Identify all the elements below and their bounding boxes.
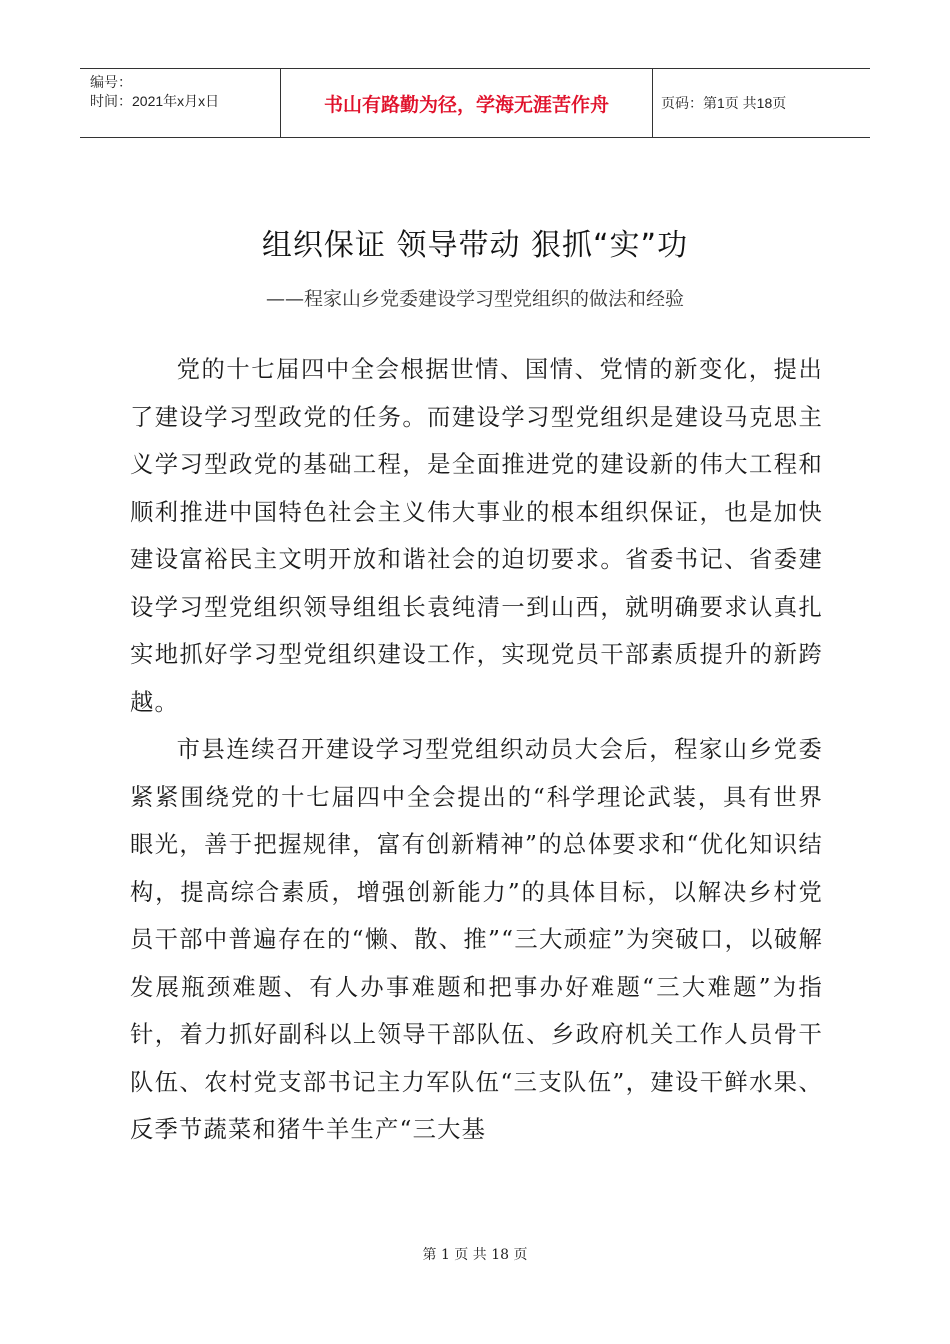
header-table: [80, 68, 870, 138]
document-title: 组织保证 领导带动 狠抓“实”功: [261, 228, 689, 263]
header-page-info: 页码：第1页 共18页: [661, 95, 787, 111]
document-body: [130, 346, 823, 1154]
document-subtitle: ——程家山乡党委建设学习型党组织的做法和经验: [265, 288, 684, 310]
header-meta: [80, 69, 280, 137]
paragraph: 党的十七届四中全会根据世情、国情、党情的新变化，提出了建设学习型政党的任务。而建设学习型党组织是建设马克思主义学习型政党的基础工程，是全面推进党的建设新的伟大工程和顺利推进中国特色社会主义伟大事业的根本组织保证，也是加快建设富裕民主文明开放和谐社会的迫切要求。省委书记、省委建设学习型党组织领导组组长袁纯清一到山西，就明确要求认真扎实地抓好学习型党组织建设工作，实现党员干部素质提升的新跨越。: [130, 356, 823, 716]
header-motto: 书山有路勤为径，学海无涯苦作舟: [280, 69, 653, 137]
page-footer: 第 1 页 共 18 页: [422, 1247, 528, 1263]
number-label: 编号：: [90, 74, 132, 90]
time-label: 时间：2021年x月x日: [90, 93, 220, 109]
paragraph: 市县连续召开建设学习型党组织动员大会后，程家山乡党委紧紧围绕党的十七届四中全会提出的“科学理论武装，具有世界眼光，善于把握规律，富有创新精神”的总体要求和“优化知识结构，提高综合素质，增强创新能力”的具体目标，以解决乡村党员干部中普遍存在的“懒、散、推”“三大顽症”为突破口，以破解发展瓶颈难题、有人办事难题和把事办好难题“三大难题”为指针，着力抓好副科以上领导干部队伍、乡政府机关工作人员骨干队伍、农村党支部书记主力军队伍“三支队伍”，建设干鲜水果、反季节蔬菜和猪牛羊生产“三大基: [130, 736, 823, 1143]
